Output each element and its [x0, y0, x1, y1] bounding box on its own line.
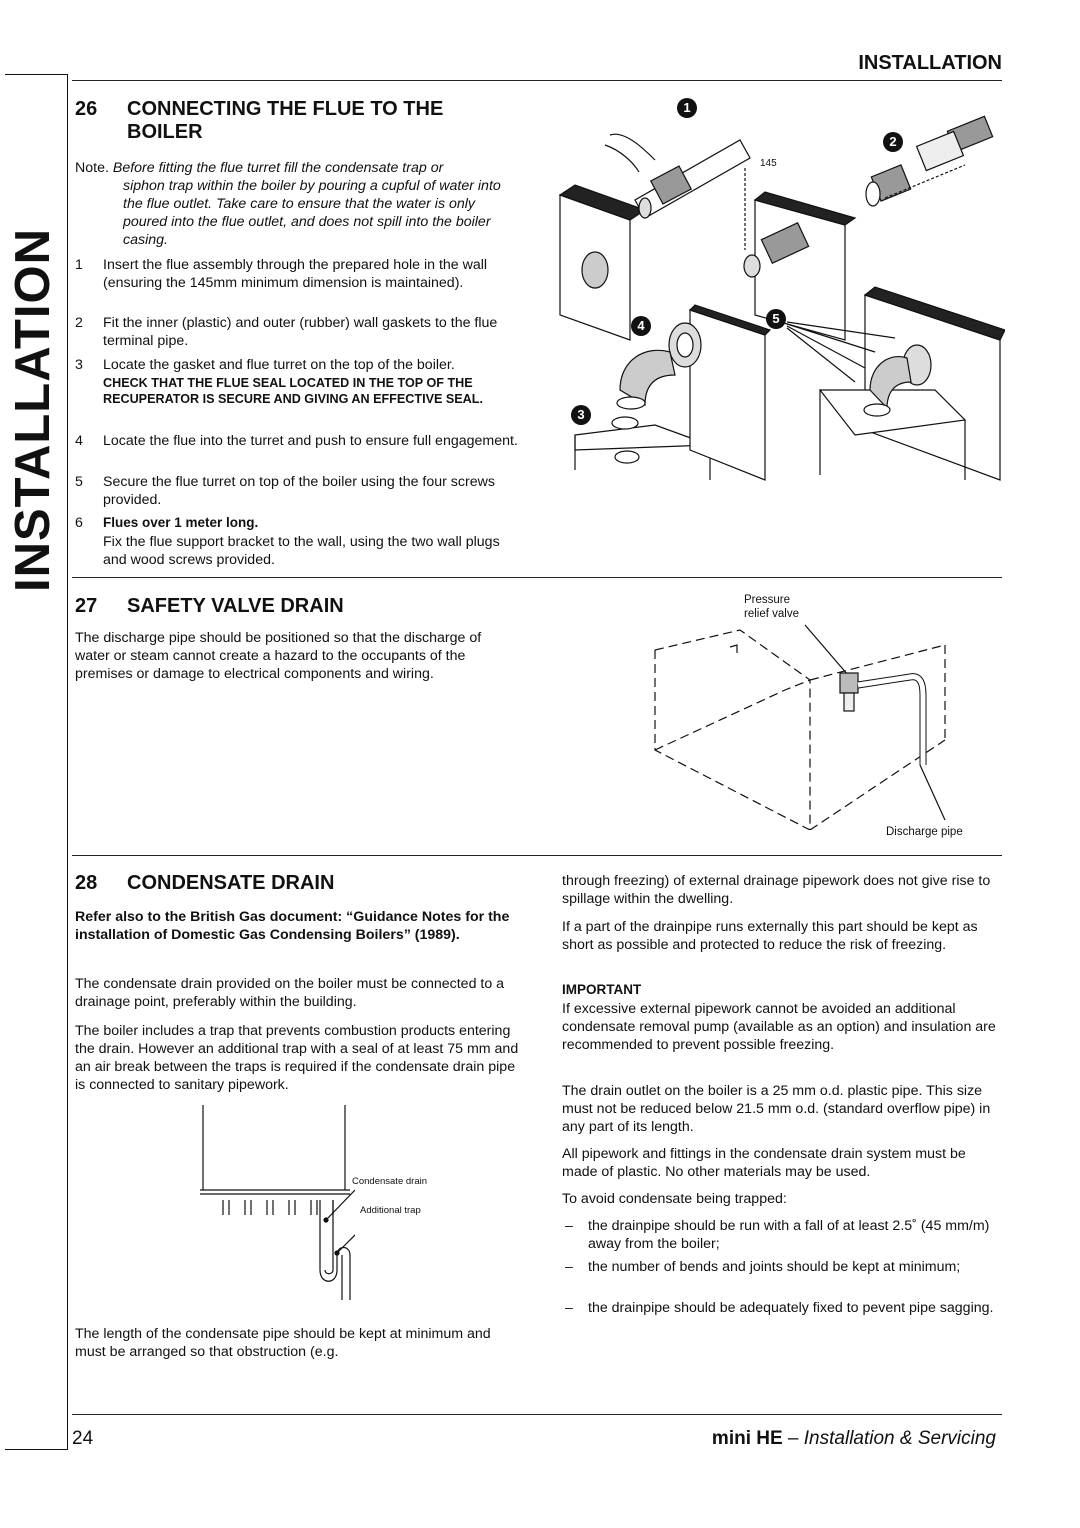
section-27-paragraph: The discharge pipe should be positioned so that the discharge of water or steam cannot create a hazard to the occupants of the premises or damage to electrical components and wiring.: [75, 630, 482, 682]
section-28-paragraph-3: The length of the condensate pipe should be kept at minimum and must be arranged so that obstruction (e.g.: [75, 1326, 491, 1360]
figure-badge-2: 2: [883, 132, 903, 152]
figure-badge-5: 5: [766, 309, 786, 329]
list-item: – the number of bends and joints should be kept at minimum;: [565, 1259, 961, 1275]
section-28-paragraph-2: The boiler includes a trap that prevents combustion products entering the drain. However an additional trap with a seal of at least 75 mm and an air break between the traps is required if the condensate drain pipe is connected to sanitary pipework.: [75, 1023, 519, 1093]
figure-badge-1: 1: [677, 98, 697, 118]
condensate-drain-figure: [195, 1105, 355, 1300]
step-6: 6 Flues over 1 meter long. Fix the flue support bracket to the wall, using the two wall plugs and wood screws provided.: [75, 515, 500, 568]
list-item: – the drainpipe should be run with a fall of at least 2.5˚ (45 mm/m) away from the boiler;: [565, 1218, 990, 1252]
step-2: 2 Fit the inner (plastic) and outer (rubber) wall gaskets to the flue terminal pipe.: [75, 315, 498, 349]
additional-trap-label: Additional trap: [360, 1205, 421, 1216]
right-paragraph-6: To avoid condensate being trapped:: [562, 1191, 787, 1207]
right-paragraph-4: The drain outlet on the boiler is a 25 mm o.d. plastic pipe. This size must not be reduced below 21.5 mm o.d. (standard overflow pipe) in any part of its length.: [562, 1083, 991, 1135]
section-28-paragraph-1: The condensate drain provided on the boiler must be connected to a drainage point, preferably within the building.: [75, 976, 505, 1010]
section-27-rule: [72, 855, 1002, 856]
flue-installation-figure: [555, 90, 1005, 485]
step-3: 3 Locate the gasket and flue turret on the top of the boiler. CHECK THAT THE FLUE SEAL LOCATED IN THE TOP OF THE RECUPERATOR IS SECURE AND GIVING AN EFFECTIVE SEAL.: [75, 357, 483, 406]
side-tab-label: INSTALLATION: [6, 227, 60, 593]
page-header-title: INSTALLATION: [858, 52, 1002, 74]
condensate-drain-label: Condensate drain: [352, 1176, 427, 1187]
list-item: – the drainpipe should be adequately fixed to pevent pipe sagging.: [565, 1300, 994, 1316]
right-paragraph-5: All pipework and fittings in the condensate drain system must be made of plastic. No other materials may be used.: [562, 1146, 966, 1180]
page-number: 24: [72, 1428, 94, 1449]
figure-badge-3: 3: [571, 405, 591, 425]
footer-title: mini HE – Installation & Servicing: [711, 1428, 996, 1449]
section-28-title: 28 CONDENSATE DRAIN: [75, 872, 335, 894]
important-heading: IMPORTANT: [562, 982, 642, 997]
pressure-relief-valve-label: Pressure relief valve: [744, 594, 799, 620]
footer-rule: [72, 1414, 1002, 1415]
section-28-reference: Refer also to the British Gas document: “Guidance Notes for the installation of Domestic Gas Condensing Boilers” (1989).: [75, 909, 510, 943]
step-5: 5 Secure the flue turret on top of the boiler using the four screws provided.: [75, 474, 495, 508]
safety-valve-figure: [640, 615, 960, 830]
figure-badge-4: 4: [631, 316, 651, 336]
section-26-title: 26 CONNECTING THE FLUE TO THE BOILER: [75, 98, 444, 143]
dimension-145-label: 145: [760, 158, 777, 169]
section-26-rule: [72, 577, 1002, 578]
right-paragraph-1: through freezing) of external drainage pipework does not give rise to spillage within the dwelling.: [562, 873, 991, 907]
discharge-pipe-label: Discharge pipe: [886, 826, 963, 838]
right-paragraph-2: If a part of the drainpipe runs externally this part should be kept as short as possible and protected to reduce the risk of freezing.: [562, 919, 978, 953]
section-26-note: Note. Before fitting the flue turret fill the condensate trap or siphon trap within the boiler by pouring a cupful of water into the flue outlet. Take care to ensure that the water is only poured into the flue outlet, and does not spill into the boiler casing.: [75, 160, 501, 248]
step-4: 4 Locate the flue into the turret and push to ensure full engagement.: [75, 433, 518, 449]
section-27-title: 27 SAFETY VALVE DRAIN: [75, 595, 344, 617]
right-paragraph-3: If excessive external pipework cannot be avoided an additional condensate removal pump (available as an option) and insulation are recommended to prevent possible freezing.: [562, 1001, 996, 1053]
header-rule: [72, 80, 1002, 81]
step-1: 1 Insert the flue assembly through the prepared hole in the wall (ensuring the 145mm minimum dimension is maintained).: [75, 257, 488, 291]
